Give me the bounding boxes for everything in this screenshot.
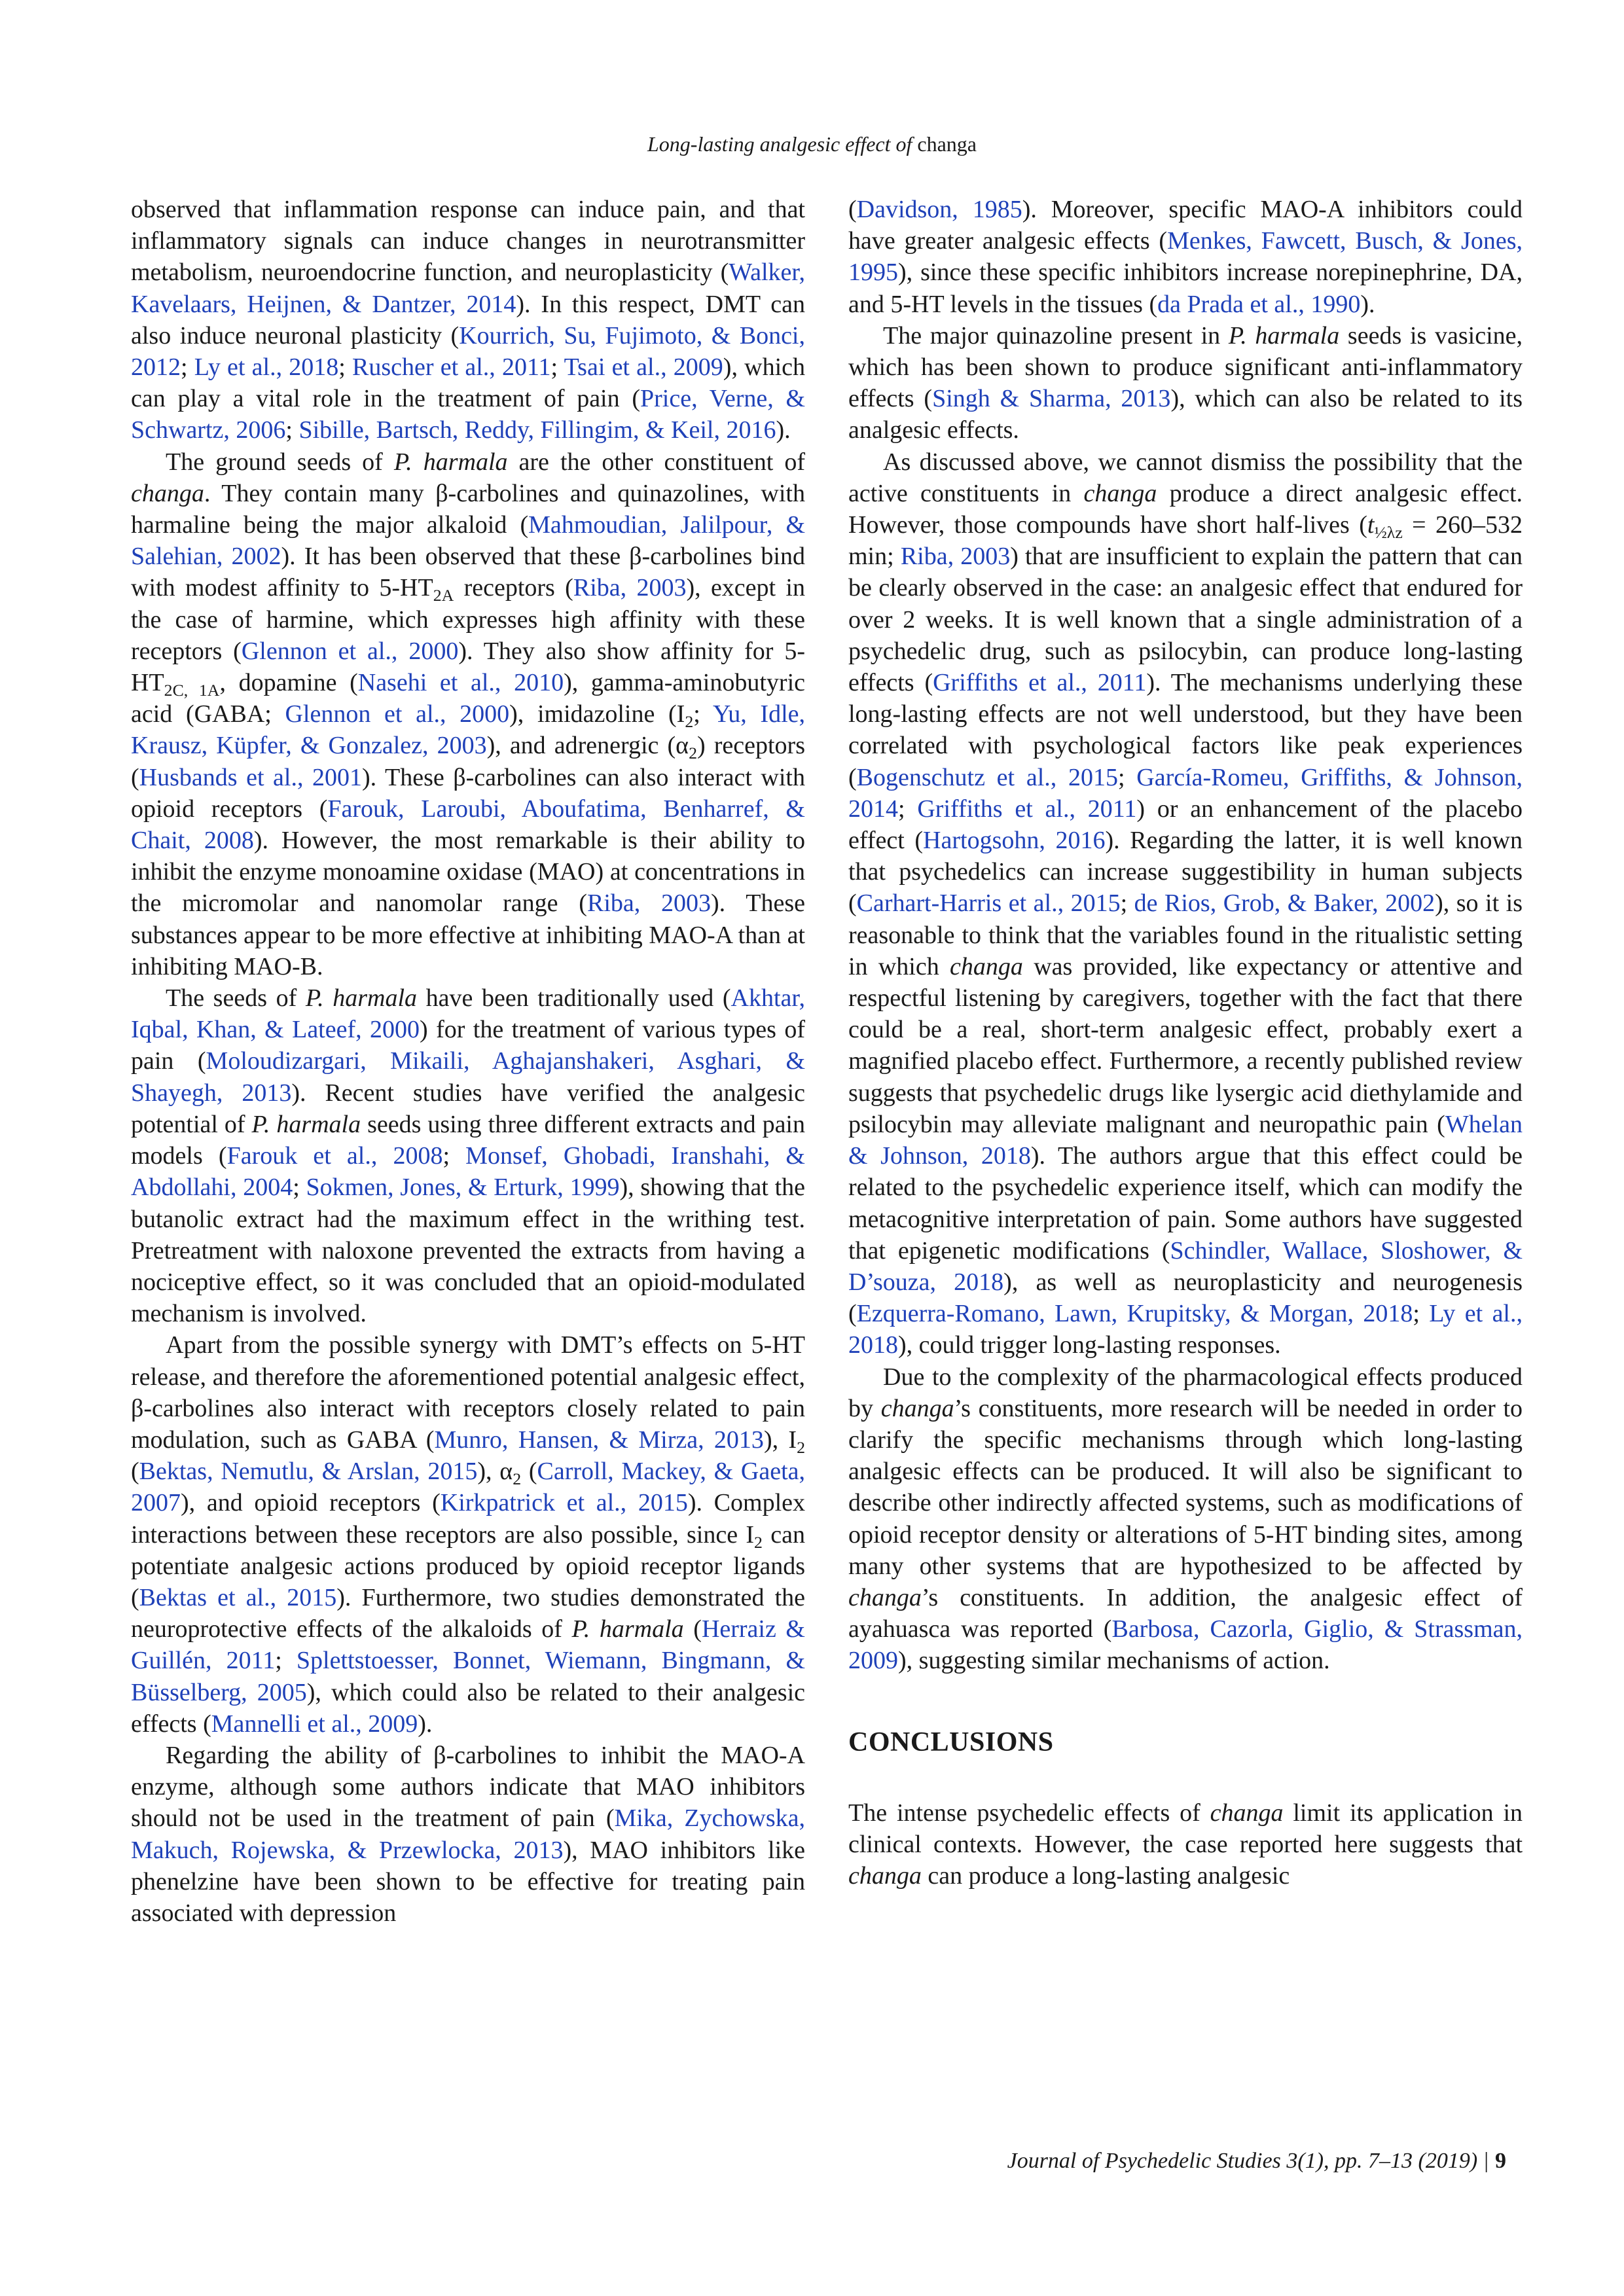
citation-link[interactable]: Hartogsohn, 2016 — [923, 827, 1106, 855]
body-paragraph — [848, 446, 1523, 1361]
body-paragraph — [848, 1797, 1523, 1892]
subscript: ½λz — [1374, 522, 1403, 542]
journal-citation: Journal of Psychedelic Studies 3(1), pp. 7–13 (2019) — [1007, 2149, 1478, 2173]
italic-term: P. harmala — [393, 448, 508, 476]
text-run: ). The mechanisms underlying these long-lasting effects are not well understood, but they have been correlated with psychological factors like peak experiences ( — [848, 669, 1523, 791]
text-run: ), which can play a vital role in the treatment of pain ( — [131, 353, 806, 413]
text-run: limit its application in clinical contexts. However, the case reported here suggests that — [848, 1799, 1523, 1858]
subscript: 2 — [685, 712, 694, 731]
subscript: 2 — [797, 1437, 805, 1457]
citation-link[interactable]: Davidson, 1985 — [856, 196, 1022, 223]
text-run: The seeds of — [166, 984, 306, 1013]
subscript: 2 — [689, 744, 697, 763]
body-paragraph — [131, 194, 805, 446]
text-run: , dopamine ( — [219, 669, 358, 697]
italic-term: P. harmala — [305, 984, 418, 1013]
text-run: receptors ( — [454, 574, 573, 602]
text-run: ( — [848, 196, 857, 223]
italic-term: changa — [131, 479, 204, 507]
text-run: ’s constituents. In addition, the analgesic effect of ayahuasca was reported ( — [848, 1583, 1523, 1643]
citation-link[interactable]: Kourrich, Su, Fujimoto, & Bonci, 2012 — [131, 321, 805, 382]
text-run: ). It has been observed that these β-carbolines bind with modest affinity to 5-HT — [131, 543, 805, 602]
text-run: ) or an enhancement of the placebo effect ( — [848, 795, 1523, 855]
text-run: Due to the complexity of the pharmacological effects produced by — [848, 1363, 1523, 1422]
citation-link[interactable]: de Rios, Grob, & Baker, 2002 — [1134, 889, 1435, 918]
subscript: 2 — [754, 1532, 763, 1552]
text-run: ). The authors argue that this effect could be related to the psychedelic experience itself, which can modify the metacognitive interpretation of pain. Some authors have suggested that epigenetic modifications ( — [848, 1142, 1523, 1265]
text-run: ). In this respect, DMT can also induce neuronal plasticity ( — [131, 290, 805, 350]
citation-link[interactable]: Glennon et al., 2000 — [241, 637, 459, 665]
text-run: ; — [898, 795, 918, 823]
citation-link[interactable]: Griffiths et al., 2011 — [917, 795, 1137, 823]
body-paragraph — [131, 1740, 805, 1929]
text-run: ). These β-carbolines can also interact with opioid receptors ( — [131, 763, 805, 823]
text-run: ; — [1120, 889, 1134, 918]
citation-link[interactable]: Ly et al., 2018 — [194, 353, 339, 382]
text-run: ). They also show affinity for 5-HT — [131, 637, 805, 697]
citation-link[interactable]: Kirkpatrick et al., 2015 — [440, 1489, 688, 1517]
citation-link[interactable]: Farouk et al., 2008 — [226, 1142, 443, 1170]
citation-link[interactable]: Ruscher et al., 2011 — [352, 353, 551, 382]
citation-link[interactable]: Tsai et al., 2009 — [564, 353, 723, 382]
citation-link[interactable]: Singh & Sharma, 2013 — [932, 385, 1171, 413]
citation-link[interactable]: Riba, 2003 — [900, 543, 1011, 571]
text-run: ) for the treatment of various types of pain ( — [131, 1016, 806, 1075]
text-run: ; — [293, 1174, 306, 1202]
citation-link[interactable]: Ly et al., 2018 — [848, 1300, 1523, 1359]
text-run: ; — [1413, 1300, 1430, 1328]
italic-term: changa — [1083, 479, 1157, 507]
citation-link[interactable]: Bektas, Nemutlu, & Arslan, 2015 — [139, 1458, 478, 1486]
text-run: have been traditionally used ( — [417, 984, 731, 1013]
italic-term: changa — [848, 1861, 922, 1890]
citation-link[interactable]: Riba, 2003 — [573, 574, 687, 602]
citation-link[interactable]: García-Romeu, Griffiths, & Johnson, 2014 — [848, 763, 1523, 823]
citation-link[interactable]: Sokmen, Jones, & Erturk, 1999 — [306, 1174, 620, 1202]
text-run: As discussed above, we cannot dismiss the possibility that the active constituents in — [848, 448, 1523, 507]
text-run: ). Furthermore, two studies demonstrated the neuroprotective effects of the alkaloids of — [131, 1583, 805, 1643]
text-run: The ground seeds of — [166, 448, 394, 476]
citation-link[interactable]: Farouk, Laroubi, Aboufatima, Benharref, & Chait, 2008 — [131, 795, 805, 855]
body-paragraph — [848, 1361, 1523, 1677]
citation-link[interactable]: Yu, Idle, Krausz, Küpfer, & Gonzalez, 2003 — [131, 700, 805, 760]
text-run: ’s constituents, more research will be needed in order to clarify the specific mechanisms through which long-lasting analgesic effects can be produced. It will also be significant to describe other indirectly affected systems, such as modifications of opioid receptor density or alterations of 5-HT binding sites, among many other systems that are hypothesized to be affected by — [848, 1394, 1523, 1580]
text-run: ; — [181, 353, 194, 382]
text-run: can potentiate analgesic actions produced by opioid receptor ligands ( — [131, 1520, 806, 1611]
text-run: ; — [285, 416, 299, 444]
body-paragraph — [848, 194, 1523, 320]
citation-link[interactable]: Glennon et al., 2000 — [285, 700, 510, 728]
italic-term: changa — [880, 1394, 954, 1422]
text-run: The major quinazoline present in — [883, 321, 1229, 350]
text-run: ), could trigger long-lasting responses. — [898, 1331, 1281, 1359]
conclusions-body — [848, 1797, 1523, 1892]
citation-link[interactable]: Riba, 2003 — [586, 889, 712, 918]
text-run: ). Moreover, specific MAO-A inhibitors could have greater analgesic effects ( — [848, 196, 1523, 255]
citation-link[interactable]: Nasehi et al., 2010 — [357, 669, 564, 697]
page-number: 9 — [1495, 2149, 1506, 2173]
text-run: ), I — [763, 1426, 797, 1454]
text-run: ). However, the most remarkable is their ability to inhibit the enzyme monoamine oxidase (MAO) at concentrations in the micromolar and nanomolar range ( — [131, 827, 806, 918]
italic-term: changa — [848, 1583, 922, 1611]
body-paragraph — [131, 446, 805, 982]
text-run: The intense psychedelic effects of — [848, 1799, 1210, 1827]
text-run: ), and opioid receptors ( — [181, 1489, 441, 1517]
text-run: ), MAO inhibitors like phenelzine have been shown to be effective for treating pain associated with depression — [131, 1836, 805, 1927]
text-run: = 260–532 min; — [848, 511, 1523, 571]
text-run: ( — [683, 1615, 702, 1643]
citation-link[interactable]: Bogenschutz et al., 2015 — [856, 763, 1118, 791]
text-run: ), gamma-aminobutyric acid (GABA; — [131, 669, 806, 728]
citation-link[interactable]: Barbosa, Cazorla, Giglio, & Strassman, 2009 — [848, 1615, 1523, 1675]
italic-term: P. harmala — [251, 1110, 361, 1138]
text-run: ; — [550, 353, 564, 382]
citation-link[interactable]: Carhart-Harris et al., 2015 — [856, 889, 1121, 918]
body-paragraph — [131, 982, 805, 1329]
italic-term: changa — [1210, 1799, 1284, 1827]
text-run: ) that are insufficient to explain the pattern that can be clearly observed in the case: an analgesic effect that endured for over 2 weeks. It is well known that a single administration of a psychedelic drug, such as psilocybin, can produce long-lasting effects ( — [848, 543, 1523, 697]
text-run: are the other constituent of — [507, 448, 805, 476]
text-run: . They contain many β-carbolines and quinazolines, with harmaline being the major alkaloid ( — [131, 479, 805, 539]
subscript: 2C, 1A — [164, 680, 220, 700]
running-head-changa: changa — [917, 132, 977, 156]
citation-link[interactable]: Ezquerra-Romano, Lawn, Krupitsky, & Morgan, 2018 — [856, 1300, 1413, 1328]
text-run: was provided, like expectancy or attentive and respectful listening by caregivers, together with the fact that there could be a real, short-term analgesic effect, probably exert a magnified placebo effect. Furthermore, a recently published review suggests that psychedelic drugs like lysergic acid diethylamide and psilocybin may alleviate malignant and neuropathic pain ( — [848, 952, 1523, 1138]
citation-link[interactable]: Mannelli et al., 2009 — [211, 1710, 418, 1738]
citation-link[interactable]: Akhtar, Iqbal, Khan, & Lateef, 2000 — [131, 984, 805, 1044]
text-run: seeds is vasicine, which has been shown to produce significant anti-inflammatory effects ( — [848, 321, 1523, 413]
subscript: 2A — [433, 586, 454, 605]
left-column — [131, 194, 805, 1929]
running-head — [0, 131, 1624, 157]
citation-link[interactable]: Sibille, Bartsch, Reddy, Fillingim, & Keil, 2016 — [298, 416, 776, 444]
text-run: ; — [442, 1142, 466, 1170]
text-run: Regarding the ability of β-carbolines to inhibit the MAO-A enzyme, although some authors indicate that MAO inhibitors should not be used in the treatment of pain ( — [131, 1741, 805, 1833]
text-run: ). Regarding the latter, it is well known that psychedelics can increase suggestibility in human subjects ( — [848, 827, 1523, 918]
citation-link[interactable]: Munro, Hansen, & Mirza, 2013 — [434, 1426, 764, 1454]
body-paragraph — [131, 1329, 805, 1740]
text-run: ), showing that the butanolic extract had the maximum effect in the writhing test. Pretreatment with naloxone prevented the extracts from having a nociceptive effect, so it was concluded that an opioid-modulated mechanism is involved. — [131, 1174, 805, 1328]
citation-link[interactable]: Monsef, Ghobadi, Iranshahi, & Abdollahi, 2004 — [131, 1142, 805, 1202]
text-run: ; — [1118, 763, 1137, 791]
text-run: ). — [776, 416, 791, 444]
subscript: 2 — [513, 1469, 522, 1488]
citation-link[interactable]: Menkes, Fawcett, Busch, & Jones, 1995 — [848, 227, 1523, 287]
citation-link[interactable]: da Prada et al., 1990 — [1157, 290, 1361, 318]
citation-link[interactable]: Herraiz & Guillén, 2011 — [131, 1615, 805, 1675]
citation-link[interactable]: Walker, Kavelaars, Heijnen, & Dantzer, 2014 — [131, 259, 805, 318]
citation-link[interactable]: Mahmoudian, Jalilpour, & Salehian, 2002 — [131, 511, 805, 571]
text-run: ), α — [477, 1458, 513, 1486]
body-paragraph — [848, 320, 1523, 446]
text-run: seeds using three different extracts and pain models ( — [131, 1110, 805, 1170]
italic-term: P. harmala — [1228, 321, 1340, 350]
text-run: ; — [693, 700, 713, 728]
text-run: ). — [418, 1710, 433, 1738]
text-run: produce a direct analgesic effect. However, those compounds have short half-lives ( — [848, 479, 1523, 539]
text-run: ), imidazoline (I — [509, 700, 685, 728]
running-head-title: Long-lasting analgesic effect of — [647, 132, 912, 156]
citation-link[interactable]: Mika, Zychowska, Makuch, Rojewska, & Przewlocka, 2013 — [131, 1804, 806, 1864]
citation-link[interactable]: Price, Verne, & Schwartz, 2006 — [131, 385, 805, 444]
italic-term: t — [1367, 511, 1375, 539]
text-run: ; — [338, 353, 353, 382]
text-run: observed that inflammation response can induce pain, and that inflammatory signals can induce changes in neurotransmitter metabolism, neuroendocrine function, and neuroplasticity ( — [131, 196, 805, 287]
right-column — [848, 194, 1523, 1892]
text-run: ), as well as neuroplasticity and neurogenesis ( — [848, 1268, 1523, 1328]
text-run: ), since these specific inhibitors increase norepinephrine, DA, and 5-HT levels in the tissues ( — [848, 259, 1523, 318]
right-column-body — [848, 194, 1523, 1677]
text-run: ), and adrenergic (α — [486, 732, 689, 760]
text-run: ), except in the case of harmine, which expresses high affinity with these receptors ( — [131, 574, 805, 665]
citation-link[interactable]: Splettstoesser, Bonnet, Wiemann, Bingmann, & Büsselberg, 2005 — [131, 1647, 806, 1706]
text-run: Apart from the possible synergy with DMT’s effects on 5-HT release, and therefore the aforementioned potential analgesic effect, β-carbolines also interact with receptors closely related to pain modulation, such as GABA ( — [131, 1331, 805, 1454]
text-run: ). — [1360, 290, 1375, 318]
section-heading-conclusions: CONCLUSIONS — [848, 1727, 1054, 1757]
text-run: ), which could also be related to their analgesic effects ( — [131, 1678, 805, 1738]
text-run: ) receptors ( — [131, 732, 805, 791]
text-run: ; — [275, 1647, 297, 1675]
citation-link[interactable]: Bektas et al., 2015 — [139, 1583, 337, 1611]
text-run: ), suggesting similar mechanisms of action. — [898, 1647, 1330, 1675]
page-footer — [1007, 2147, 1506, 2175]
italic-term: changa — [950, 952, 1023, 980]
text-run: ). Recent studies have verified the analgesic potential of — [131, 1079, 805, 1138]
citation-link[interactable]: Moloudizargari, Mikaili, Aghajanshakeri, Asghari, & Shayegh, 2013 — [131, 1047, 805, 1107]
text-run: ( — [521, 1458, 537, 1486]
italic-term: P. harmala — [571, 1615, 684, 1643]
text-run: ). Complex interactions between these receptors are also possible, since I — [131, 1489, 806, 1549]
text-run: ). These substances appear to be more effective at inhibiting MAO-A than at inhibiting MAO-B. — [131, 889, 805, 980]
citation-link[interactable]: Schindler, Wallace, Sloshower, & D’souza, 2018 — [848, 1236, 1523, 1296]
citation-link[interactable]: Husbands et al., 2001 — [139, 763, 362, 791]
footer-separator: | — [1484, 2149, 1489, 2173]
text-run: can produce a long-lasting analgesic — [921, 1861, 1290, 1890]
text-run: ( — [131, 1458, 139, 1486]
citation-link[interactable]: Whelan & Johnson, 2018 — [848, 1110, 1523, 1170]
citation-link[interactable]: Carroll, Mackey, & Gaeta, 2007 — [131, 1458, 806, 1517]
text-run: ), which can also be related to its analgesic effects. — [848, 385, 1523, 444]
citation-link[interactable]: Griffiths et al., 2011 — [933, 669, 1147, 697]
text-run: ), so it is reasonable to think that the variables found in the ritualistic setting in which — [848, 889, 1523, 980]
